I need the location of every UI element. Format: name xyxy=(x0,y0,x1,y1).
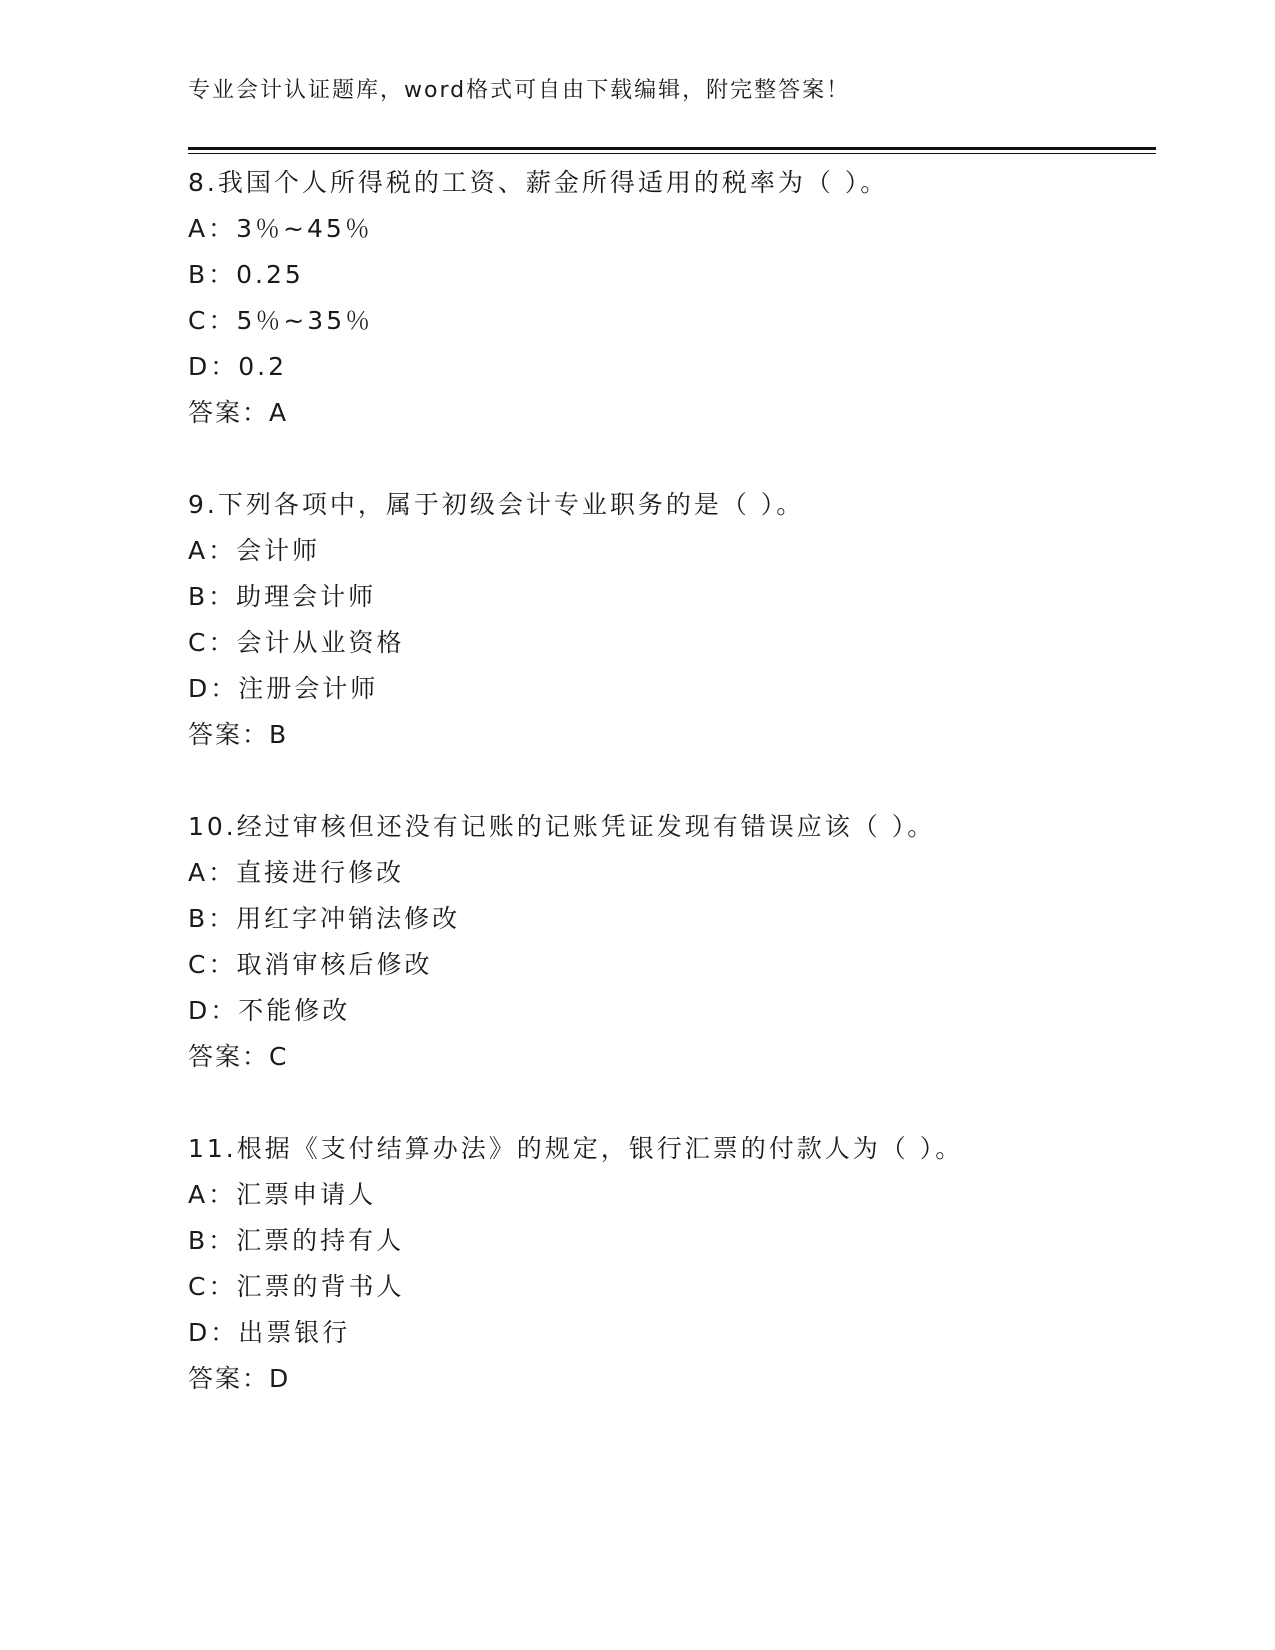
answer-line: 答案：B xyxy=(188,720,289,749)
question-11 xyxy=(188,1126,1156,1402)
header-divider-thick xyxy=(188,147,1156,150)
answer-line: 答案：D xyxy=(188,1364,291,1393)
question-9 xyxy=(188,482,1156,758)
option-d: D：不能修改 xyxy=(188,996,351,1025)
option-a: A：会计师 xyxy=(188,536,321,565)
option-c: C：5％~35％ xyxy=(188,306,374,335)
option-b: B：用红字冲销法修改 xyxy=(188,904,461,933)
question-stem: 9.下列各项中，属于初级会计专业职务的是（ ）。 xyxy=(188,490,805,519)
question-list xyxy=(188,160,1156,1448)
option-b: B：0.25 xyxy=(188,260,304,289)
question-8 xyxy=(188,160,1156,436)
question-stem: 8.我国个人所得税的工资、薪金所得适用的税率为（ ）。 xyxy=(188,168,889,197)
option-a: A：3％~45％ xyxy=(188,214,373,243)
option-d: D：出票银行 xyxy=(188,1318,351,1347)
option-c: C：取消审核后修改 xyxy=(188,950,433,979)
header-divider-thin xyxy=(188,153,1156,154)
option-b: B：汇票的持有人 xyxy=(188,1226,405,1255)
option-d: D：注册会计师 xyxy=(188,674,379,703)
option-c: C：汇票的背书人 xyxy=(188,1272,405,1301)
answer-line: 答案：C xyxy=(188,1042,289,1071)
question-stem: 10.经过审核但还没有记账的记账凭证发现有错误应该（ ）。 xyxy=(188,812,936,841)
option-b: B：助理会计师 xyxy=(188,582,377,611)
option-a: A：汇票申请人 xyxy=(188,1180,377,1209)
option-d: D：0.2 xyxy=(188,352,288,381)
question-10 xyxy=(188,804,1156,1080)
page-header-text: 专业会计认证题库，word格式可自由下载编辑，附完整答案！ xyxy=(188,78,851,103)
option-a: A：直接进行修改 xyxy=(188,858,405,887)
question-stem: 11.根据《支付结算办法》的规定，银行汇票的付款人为（ ）。 xyxy=(188,1134,964,1163)
answer-line: 答案：A xyxy=(188,398,289,427)
option-c: C：会计从业资格 xyxy=(188,628,405,657)
